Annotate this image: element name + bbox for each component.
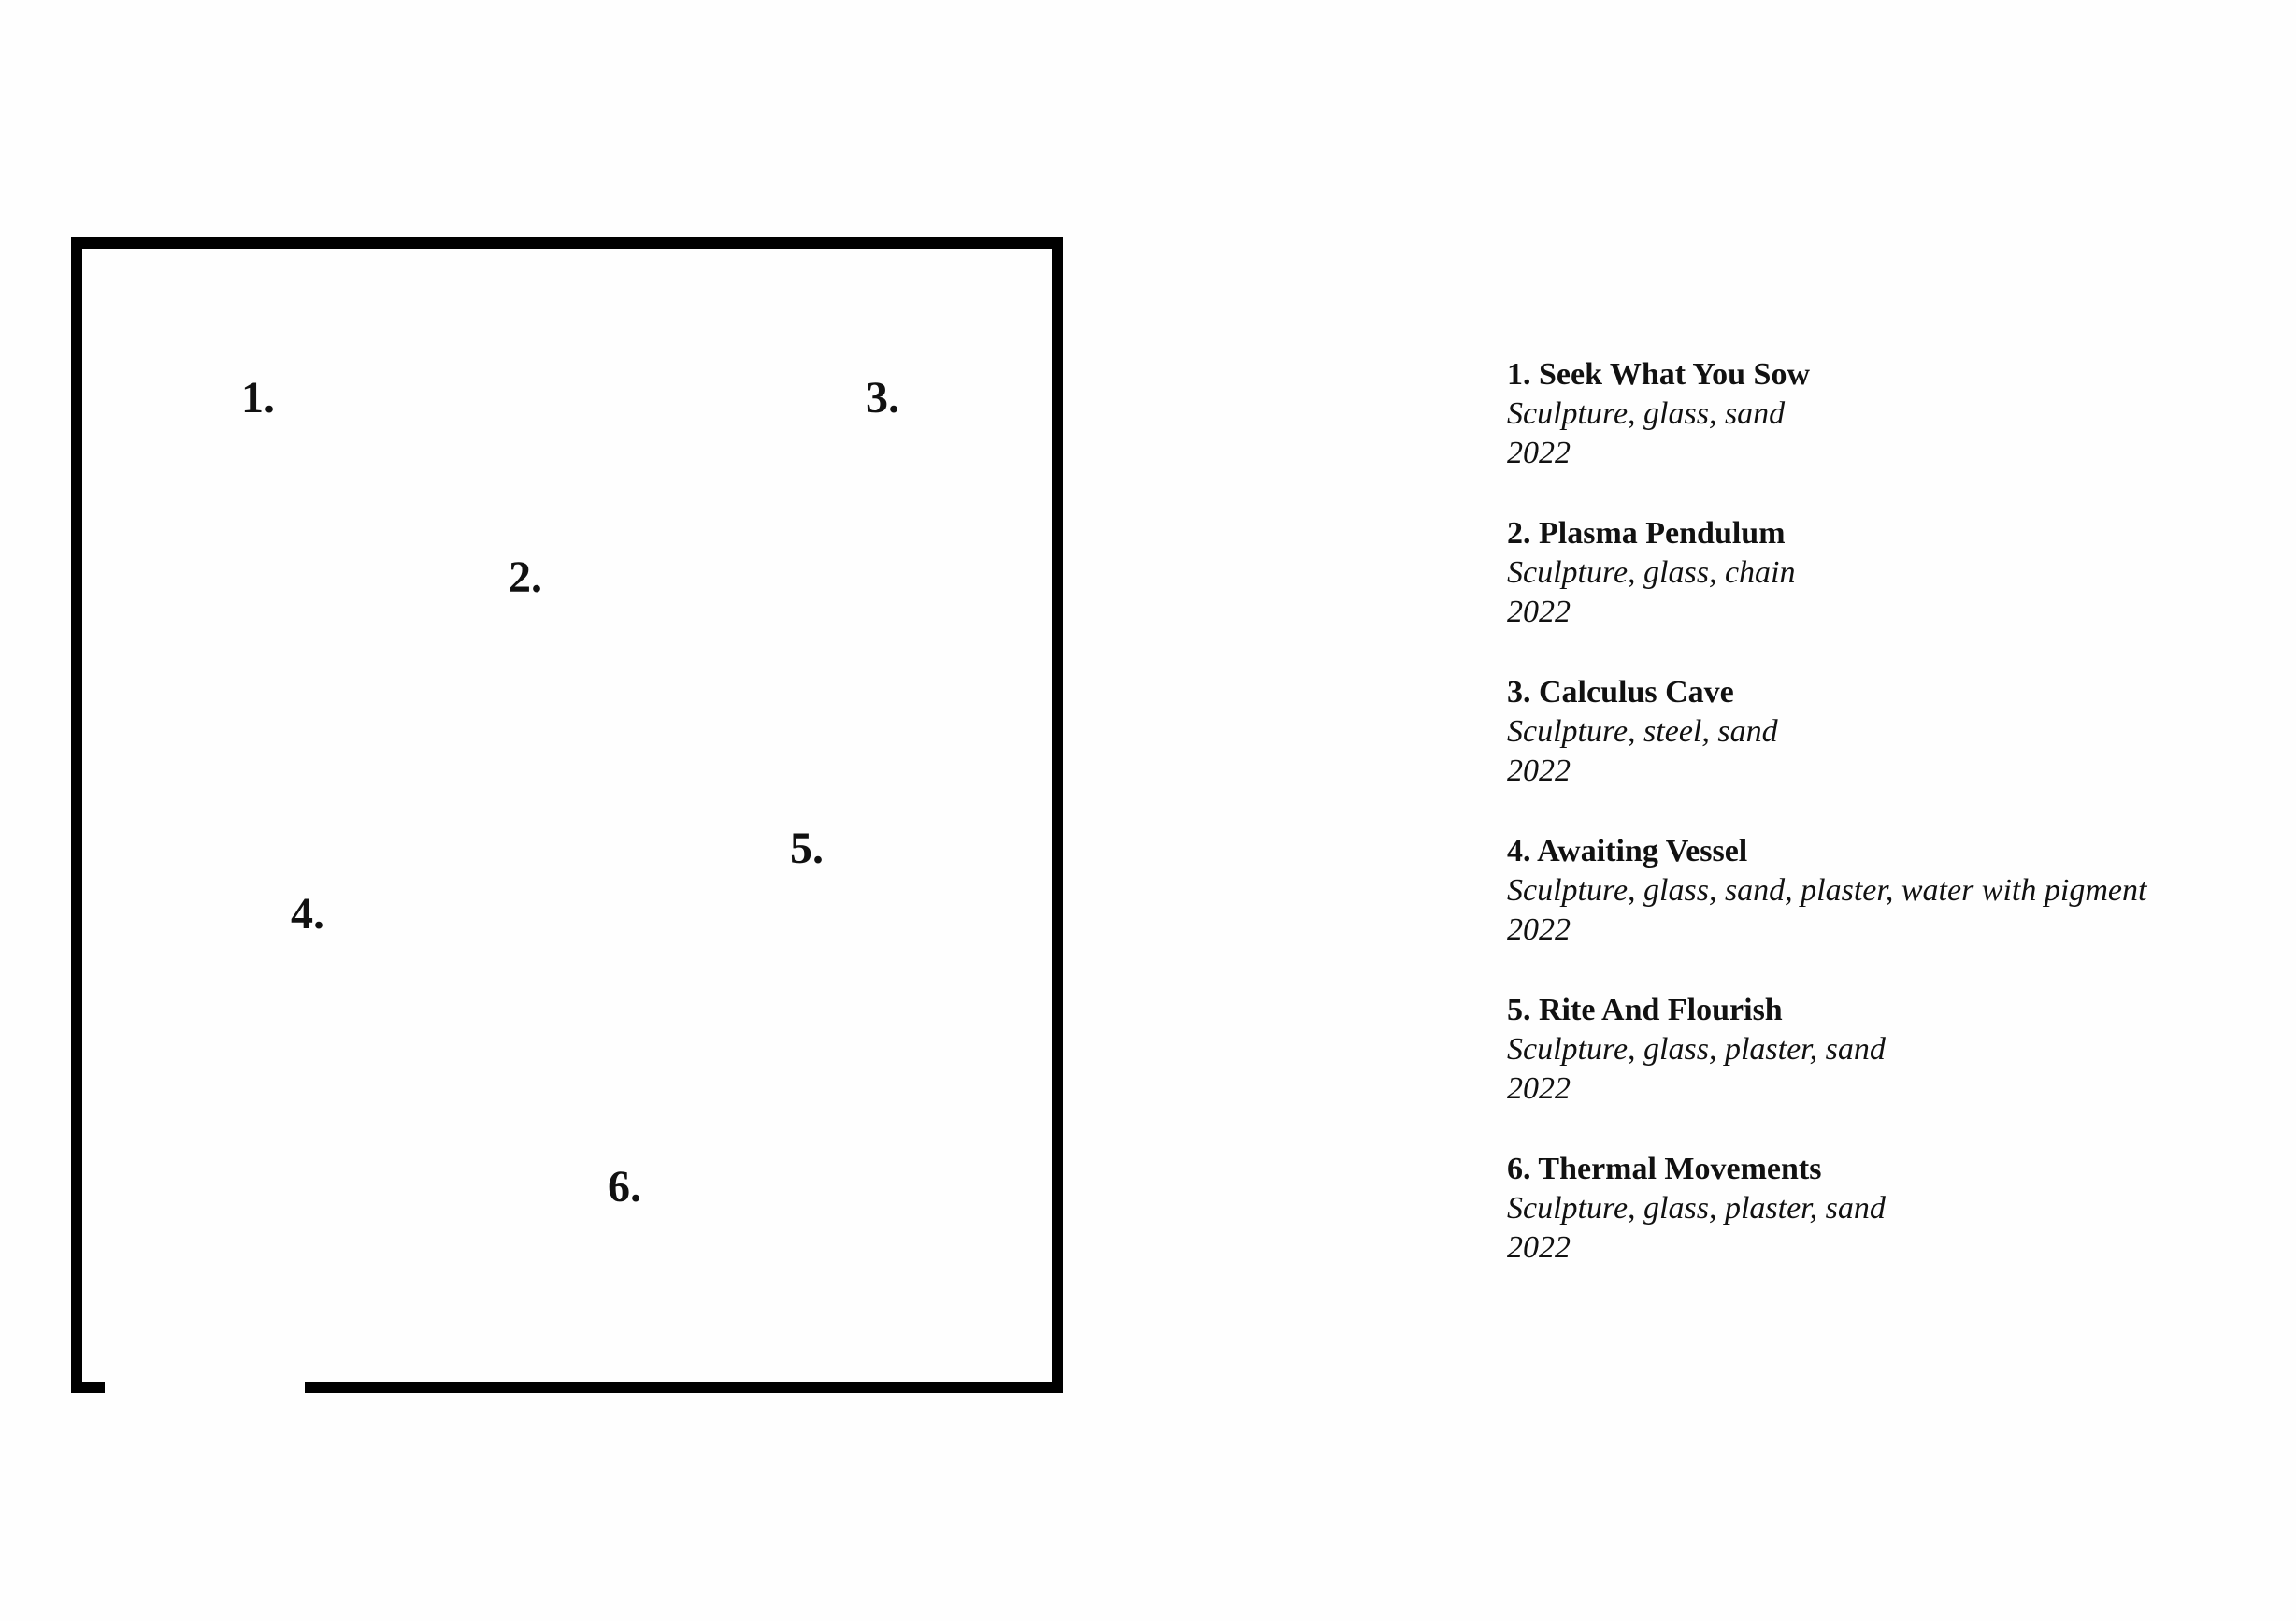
work-medium: Sculpture, glass, plaster, sand bbox=[1507, 1032, 1886, 1067]
work-title: 6. Thermal Movements bbox=[1507, 1152, 1822, 1186]
work-entry-2 bbox=[1507, 514, 2274, 632]
work-medium: Sculpture, glass, sand bbox=[1507, 396, 1786, 431]
work-entry-4 bbox=[1507, 832, 2274, 950]
work-medium: Sculpture, glass, sand, plaster, water with pigment bbox=[1507, 873, 2147, 908]
wall-left bbox=[71, 237, 82, 1393]
work-entry-6 bbox=[1507, 1150, 2274, 1268]
plan-marker-5: 5. bbox=[790, 824, 824, 873]
plan-marker-4: 4. bbox=[291, 889, 324, 939]
work-year: 2022 bbox=[1507, 1071, 1571, 1106]
work-title: 5. Rite And Flourish bbox=[1507, 993, 1783, 1027]
plan-marker-3: 3. bbox=[866, 373, 899, 423]
work-year: 2022 bbox=[1507, 595, 1571, 629]
work-title: 2. Plasma Pendulum bbox=[1507, 516, 1786, 551]
work-title: 1. Seek What You Sow bbox=[1507, 357, 1811, 392]
work-medium: Sculpture, glass, chain bbox=[1507, 555, 1796, 590]
work-entry-5 bbox=[1507, 991, 2274, 1109]
plan-marker-2: 2. bbox=[509, 552, 542, 602]
works-list bbox=[1507, 355, 2274, 1309]
plan-marker-6: 6. bbox=[608, 1162, 641, 1212]
wall-top bbox=[71, 237, 1063, 249]
plan-marker-1: 1. bbox=[241, 373, 275, 423]
wall-bottom-right-segment bbox=[305, 1382, 1063, 1393]
work-medium: Sculpture, steel, sand bbox=[1507, 714, 1778, 749]
wall-right bbox=[1052, 237, 1063, 1393]
work-entry-3 bbox=[1507, 673, 2274, 791]
gallery-floor-plan bbox=[0, 0, 1122, 1458]
work-year: 2022 bbox=[1507, 1230, 1571, 1265]
work-year: 2022 bbox=[1507, 753, 1571, 788]
wall-bottom-left-segment bbox=[71, 1382, 105, 1393]
work-medium: Sculpture, glass, plaster, sand bbox=[1507, 1191, 1886, 1226]
work-title: 3. Calculus Cave bbox=[1507, 675, 1734, 710]
work-year: 2022 bbox=[1507, 436, 1571, 470]
work-title: 4. Awaiting Vessel bbox=[1507, 834, 1748, 868]
work-year: 2022 bbox=[1507, 912, 1571, 947]
work-entry-1 bbox=[1507, 355, 2274, 473]
